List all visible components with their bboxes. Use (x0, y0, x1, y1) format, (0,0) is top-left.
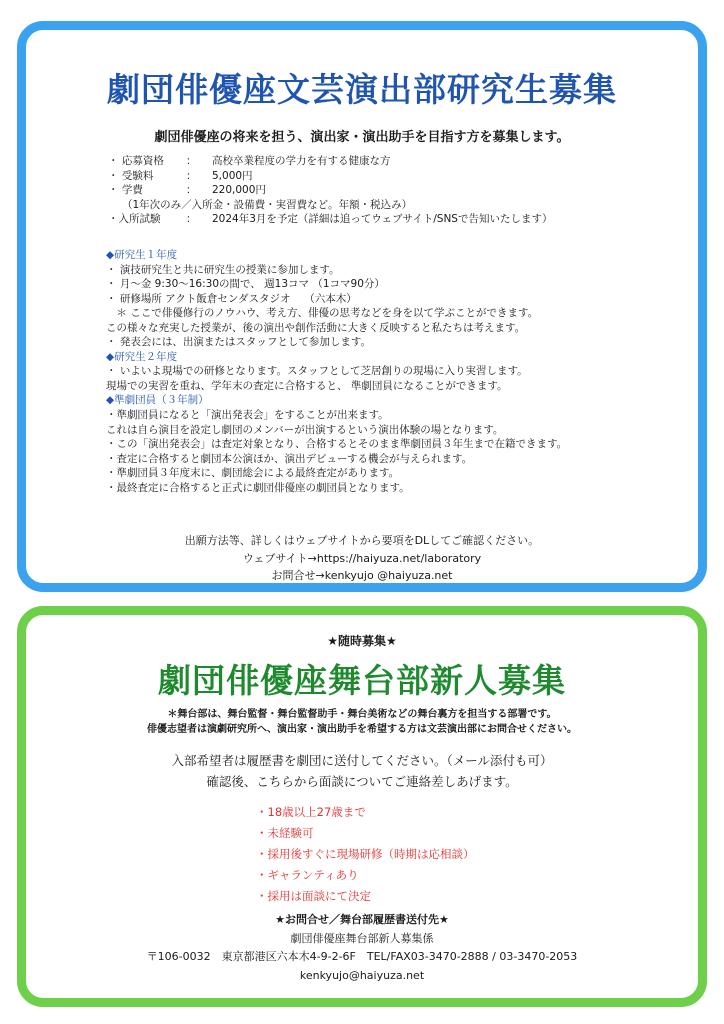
conditions-list (256, 802, 475, 907)
requirements-list (108, 154, 552, 227)
requirement-value: 2024年3月を予定（詳細は追ってウェブサイト/SNSで告知いたします） (212, 213, 553, 226)
detail-line: ・ 演技研究生と共に研究生の授業に参加します。 (106, 263, 340, 276)
requirement-value: 5,000円 (212, 169, 253, 182)
requirement-colon: ： (186, 184, 197, 197)
website-link[interactable]: ウェブサイト→https://haiyuza.net/laboratory (242, 551, 482, 565)
condition-item: ・ギャランティあり (256, 868, 359, 882)
detail-line: この様々な充実した授業が、後の演出や創作活動に大きく反映すると私たちは考えます。 (106, 321, 526, 334)
program-details (106, 248, 567, 495)
requirement-row (108, 169, 552, 184)
detail-line: ・査定に合格すると劇団本公演ほか、演出デビューする機会が与えられます。 (106, 452, 473, 465)
apply-info: 出願方法等、詳しくはウェブサイトから要項をDLしてご確認ください。 (184, 534, 540, 547)
requirement-note: （1年次のみ／入所金・設備費・実習費など。年額・税込み） (122, 198, 413, 211)
laboratory-subtitle: 劇団俳優座の将来を担う、演出家・演出助手を目指す方を募集します。 (154, 130, 570, 145)
section-heading-year2: ◆研究生２年度 (106, 350, 178, 363)
stage-crew-contact (26, 911, 698, 985)
detail-line: これは自ら演目を設定し劇団のメンバーが出演するという演出体験の場となります。 (106, 423, 504, 436)
section-heading-associate: ◆準劇団員（３年制） (106, 394, 209, 407)
stage-crew-notes (26, 707, 698, 737)
condition-item: ・未経験可 (256, 826, 314, 840)
stage-crew-recruitment-panel (17, 606, 707, 1007)
requirement-value: 高校卒業程度の学力を有する健康な方 (212, 155, 391, 167)
stage-crew-title: 劇団俳優座舞台部新人募集 (158, 661, 566, 700)
detail-line: ・準劇団員になると「演出発表会」をすることが出来ます。 (106, 409, 389, 422)
laboratory-footer (26, 532, 698, 585)
note-line: ＊舞台部は、舞台監督・舞台監督助手・舞台美術などの舞台裏方を担当する部署です。 (167, 709, 557, 720)
condition-item: ・18歳以上27歳まで (256, 805, 366, 819)
laboratory-title: 劇団俳優座文芸演出部研究生募集 (107, 70, 617, 109)
detail-line: ・ 発表会には、出演またはスタッフとして参加します。 (106, 336, 371, 349)
requirement-label: ・ 応募資格 (108, 155, 164, 167)
recruit-always-label: ★随時募集★ (327, 634, 397, 648)
apply-line: 確認後、こちらから面談についてご連絡差しあげます。 (206, 774, 518, 789)
contact-email-link[interactable]: お問合せ→kenkyujo @haiyuza.net (271, 569, 453, 582)
requirement-row (108, 198, 552, 213)
contact-address: 〒106-0032 東京都港区六本木4-9-2-6F TEL/FAX03-3470-2888 / 03-3470-2053 (146, 950, 578, 964)
requirement-value: 220,000円 (212, 184, 266, 197)
detail-line: 現場での実習を重ね、学年末の査定に合格すると、 準劇団員になることができます。 (106, 379, 508, 392)
section-heading-year1: ◆研究生１年度 (106, 249, 178, 261)
note-line: 俳優志望者は演劇研究所へ、演出家・演出助手を希望する方は文芸演出部にお問合せください。 (147, 724, 577, 735)
requirement-colon: ： (186, 213, 197, 226)
stage-crew-apply-instructions (26, 750, 698, 792)
contact-organization: 劇団俳優座舞台部新人募集係 (290, 931, 434, 945)
condition-item: ・採用後すぐに現場研修（時期は応相談） (256, 847, 475, 861)
detail-line: ・ 月〜金 9:30〜16:30の間で、 週13コマ （1コマ90分） (106, 278, 385, 291)
requirement-row (108, 183, 552, 198)
contact-email-link[interactable]: kenkyujo@haiyuza.net (299, 968, 425, 982)
detail-line: ・ いよいよ現場での研修となります。スタッフとして芝居創りの現場に入り実習します。 (106, 365, 528, 378)
detail-line: ＊ ここで俳優修行のノウハウ、考え方、俳優の思考などを身を以て学ぶことができます。 (106, 307, 539, 320)
requirement-row (108, 212, 552, 227)
contact-heading: ★お問合せ／舞台部履歴書送付先★ (275, 913, 449, 926)
detail-line: ・最終査定に合格すると正式に劇団俳優座の劇団員となります。 (106, 481, 410, 494)
apply-line: 入部希望者は履歴書を劇団に送付してください。（メール添付も可） (171, 753, 553, 768)
requirement-label: ・ 受験料 (108, 169, 154, 182)
laboratory-recruitment-panel (17, 21, 707, 592)
detail-line: ・準劇団員３年度末に、劇団総会による最終査定があります。 (106, 467, 400, 480)
detail-line: ・ 研修場所 アクト飯倉センダスタジオ （六本木） (106, 292, 357, 305)
requirement-label: ・入所試験 (108, 213, 161, 226)
condition-item: ・採用は面談にて決定 (256, 889, 371, 903)
requirement-row (108, 154, 552, 169)
requirement-colon: ： (186, 155, 197, 167)
requirement-label: ・ 学費 (108, 184, 143, 197)
requirement-colon: ： (186, 169, 197, 182)
detail-line: ・この「演出発表会」は査定対象となり、合格するとそのまま準劇団員３年生まで在籍できます。 (106, 438, 568, 451)
